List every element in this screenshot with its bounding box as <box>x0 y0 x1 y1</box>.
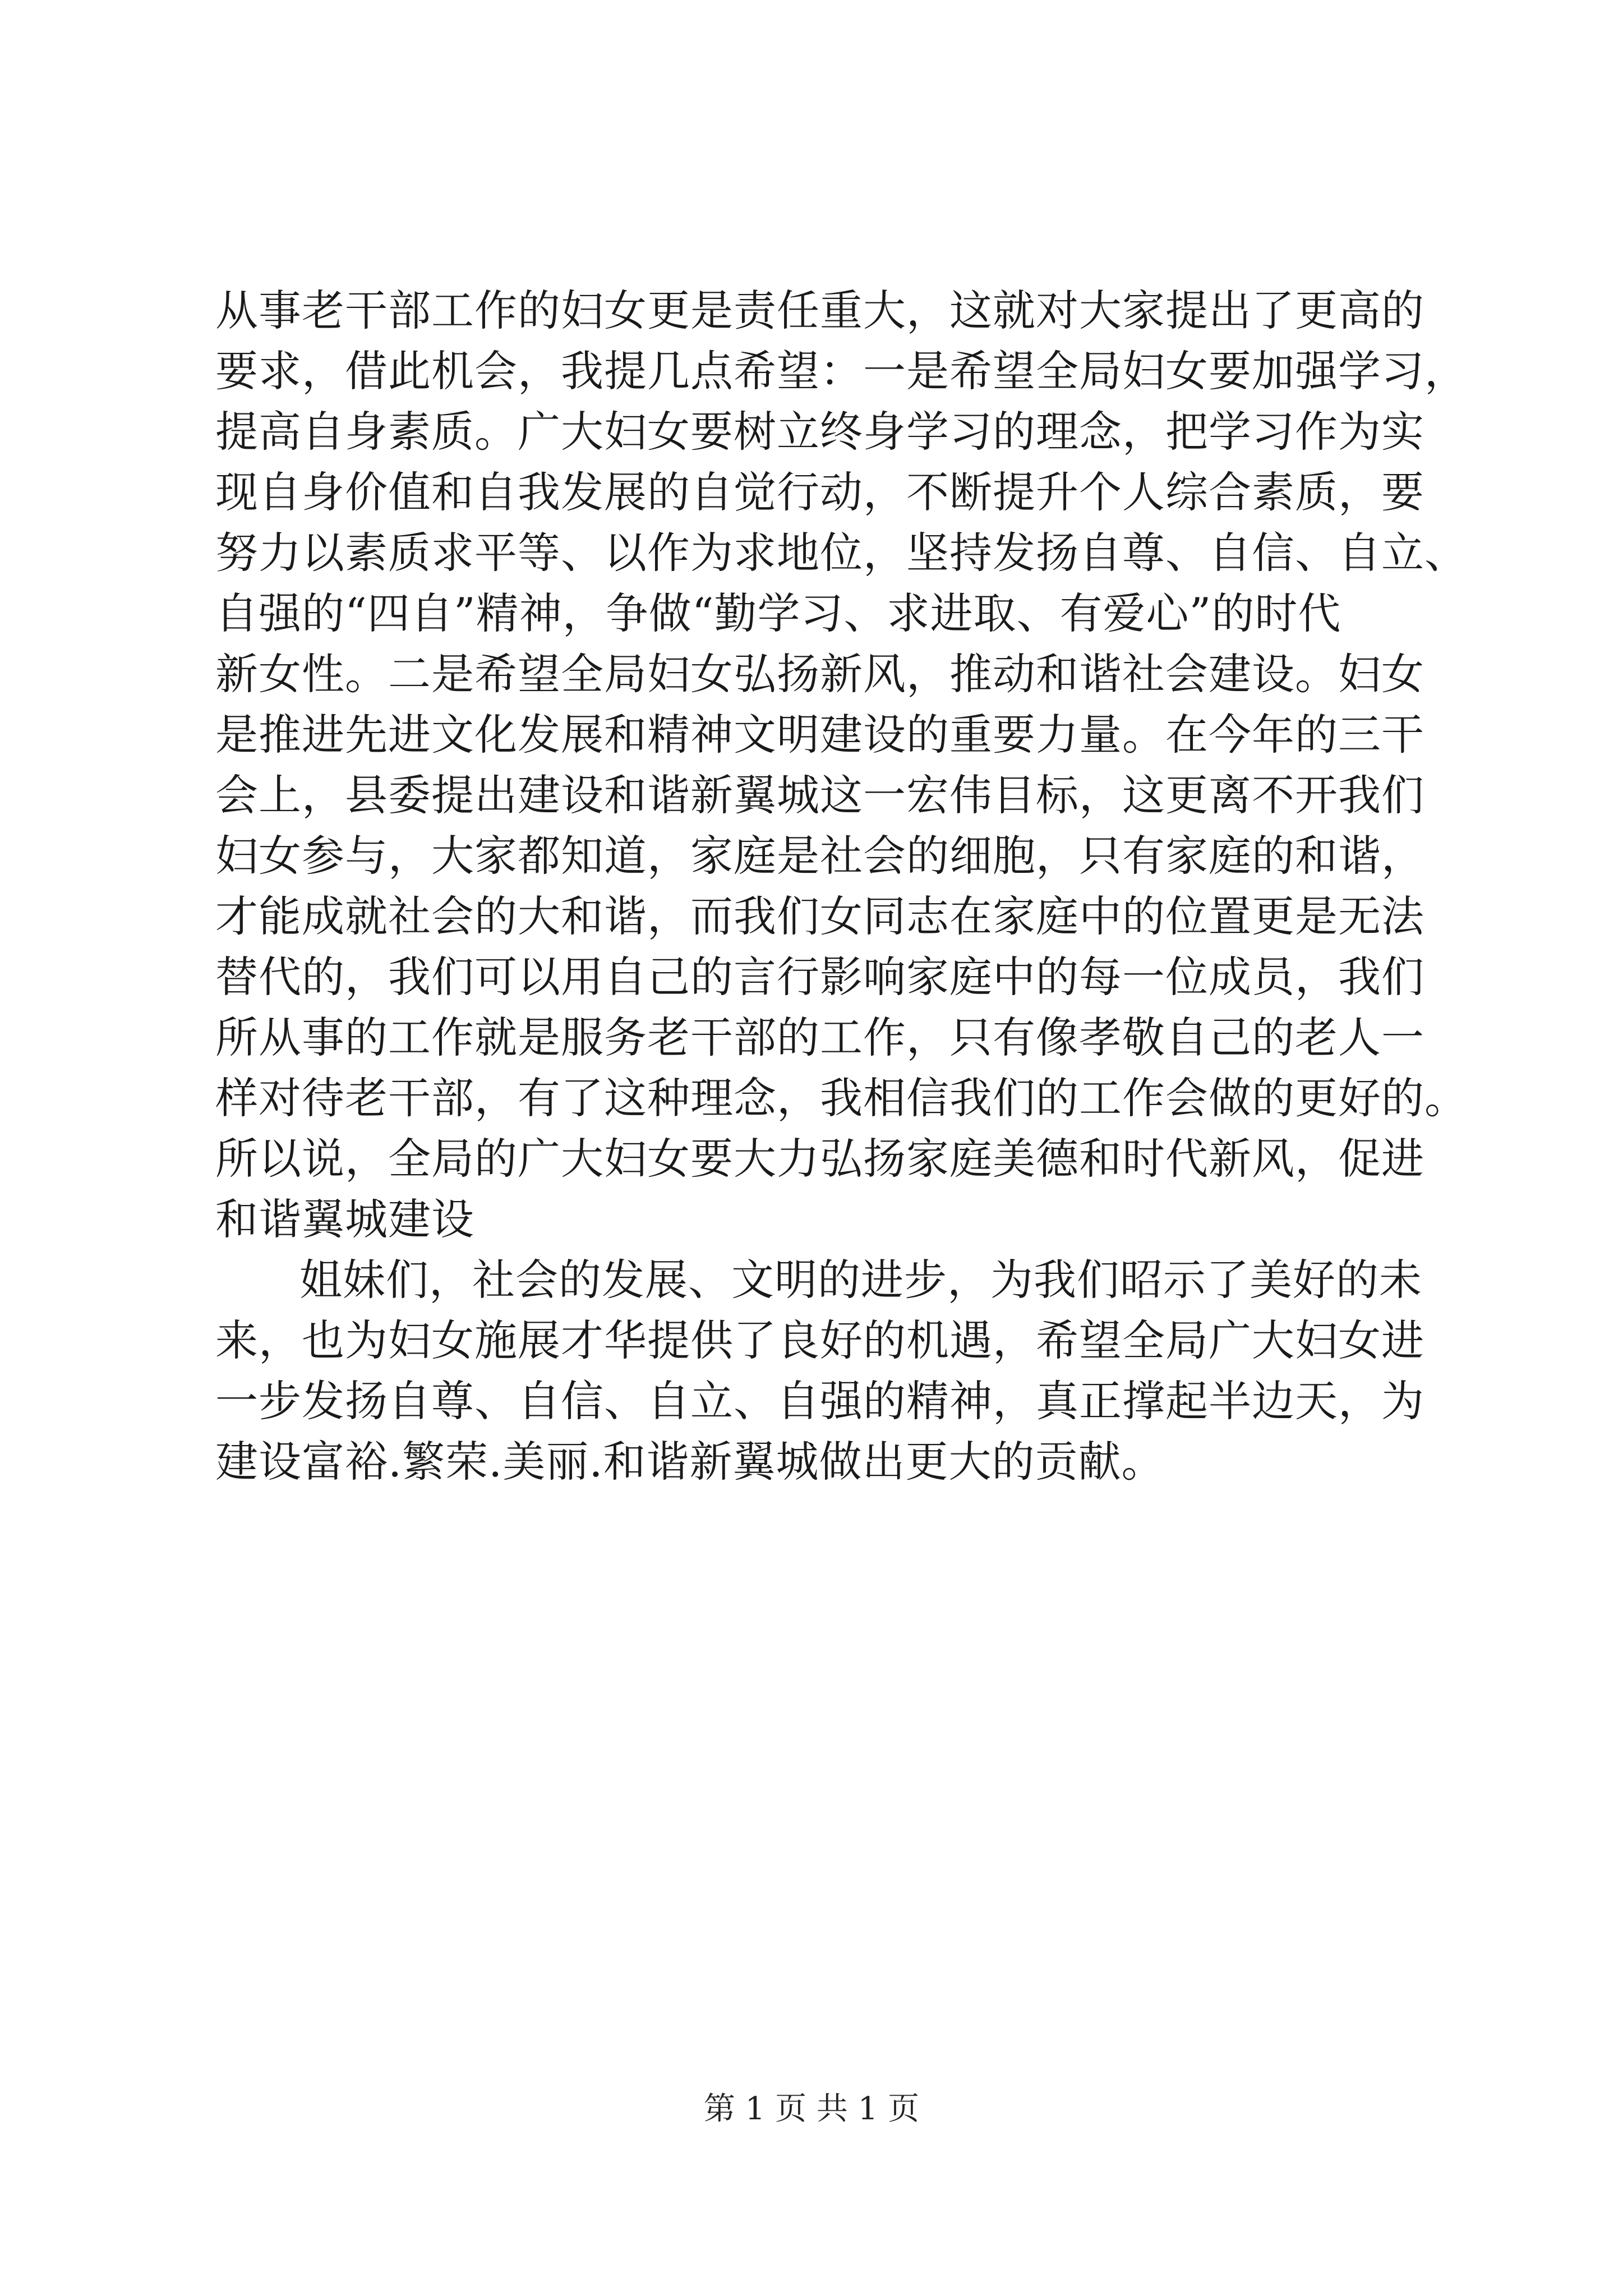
text-line: 建设富裕.繁荣.美丽.和谐新翼城做出更大的贡献。 <box>215 1437 1165 1487</box>
text-line: 和谐翼城建设 <box>215 1194 474 1244</box>
text-line: 会上，县委提出建设和谐新翼城这一宏伟目标，这更离不开我们 <box>215 770 1424 820</box>
page-number-label: 第 1 页 共 1 页 <box>703 2091 920 2127</box>
text-line: 来，也为妇女施展才华提供了良好的机遇，希望全局广大妇女进 <box>215 1315 1424 1365</box>
page-footer <box>0 2090 1623 2129</box>
text-line: 所以说，全局的广大妇女要大力弘扬家庭美德和时代新风，促进 <box>215 1134 1424 1184</box>
text-line: 一步发扬自尊、自信、自立、自强的精神，真正撑起半边天，为 <box>215 1376 1424 1426</box>
text-line: 自强的“四自”精神，争做“勤学习、求进取、有爱心”的时代 <box>215 588 1341 638</box>
text-line: 提高自身素质。广大妇女要树立终身学习的理念，把学习作为实 <box>215 407 1424 457</box>
text-line: 姐妹们，社会的发展、文明的进步，为我们昭示了美好的未 <box>299 1255 1422 1305</box>
document-body <box>215 280 1468 1492</box>
text-line: 是推进先进文化发展和精神文明建设的重要力量。在今年的三干 <box>215 710 1424 760</box>
text-line: 妇女参与，大家都知道，家庭是社会的细胞，只有家庭的和谐， <box>215 831 1424 881</box>
text-line: 所从事的工作就是服务老干部的工作，只有像孝敬自己的老人一 <box>215 1013 1424 1062</box>
text-line: 才能成就社会的大和谐，而我们女同志在家庭中的位置更是无法 <box>215 891 1424 941</box>
text-line: 新女性。二是希望全局妇女弘扬新风，推动和谐社会建设。妇女 <box>215 649 1424 699</box>
paragraph-1 <box>215 280 1468 1250</box>
text-line: 现自身价值和自我发展的自觉行动，不断提升个人综合素质，要 <box>215 467 1424 517</box>
paragraph-2 <box>215 1250 1424 1492</box>
text-line: 从事老干部工作的妇女更是责任重大，这就对大家提出了更高的 <box>215 286 1424 335</box>
text-line: 要求，借此机会，我提几点希望：一是希望全局妇女要加强学习， <box>215 346 1468 396</box>
text-line: 替代的，我们可以用自己的言行影响家庭中的每一位成员，我们 <box>215 952 1424 1002</box>
text-line: 样对待老干部，有了这种理念，我相信我们的工作会做的更好的。 <box>215 1073 1468 1123</box>
text-line: 努力以素质求平等、以作为求地位，坚持发扬自尊、自信、自立、 <box>215 528 1468 578</box>
